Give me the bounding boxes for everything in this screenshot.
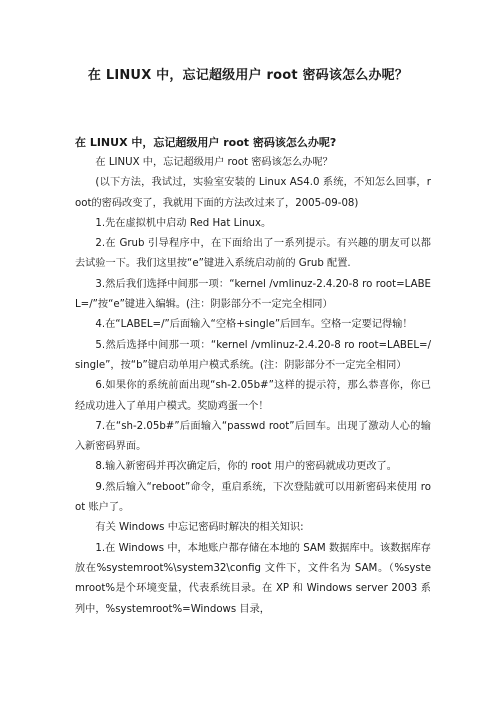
paragraph-author-note: (以下方法，我试过，实验室安装的 Linux AS4.0 系统，不知怎么回事，root的密码改变了，我就用下面的方法改过来了，2005-09-08) bbox=[75, 177, 431, 209]
paragraph-step-1: 1.先在虚拟机中启动 Red Hat Linux。 bbox=[95, 217, 272, 229]
paragraph-step-8: 8.输入新密码并再次确定后，你的 root 用户的密码就成功更改了。 bbox=[95, 461, 397, 473]
paragraph-step-6: 6.如果你的系统前面出现“sh-2.05b#”这样的提示符，那么恭喜你，你已经成功进入了单用户模式。奖励鸡蛋一个！ bbox=[75, 380, 431, 412]
paragraph-step-2: 2.在 Grub 引导程序中，在下面给出了一系列提示。有兴趣的朋友可以都去试验一下。我们这里按“e”键进入系统启动前的 Grub 配置. bbox=[75, 238, 431, 270]
document-body bbox=[75, 133, 431, 620]
section-heading: 在 LINUX 中，忘记超级用户 root 密码该怎么办呢? bbox=[75, 136, 337, 149]
paragraph-step-3: 3.然后我们选择中间那一项：“kernel /vmlinuz-2.4.20-8 ro root=LABEL=/”按“e”键进入编辑。(注：阴影部分不一定完全相同） bbox=[75, 278, 431, 311]
paragraph-step-7: 7.在“sh-2.05b#”后面输入“passwd root”后回车。出现了激动人心的输入新密码界面。 bbox=[75, 420, 431, 453]
paragraph-step-5: 5.然后选择中间那一项：“kernel /vmlinuz-2.4.20-8 ro root=LABEL=/ single”，按“b”键启动单用户模式系统。(注：阴影部分不一定完全相同） bbox=[75, 339, 431, 371]
paragraph-step-4: 4.在“LABEL=/”后面输入“空格+single”后回车。空格一定要记得输！ bbox=[95, 319, 413, 331]
paragraph-step-9: 9.然后输入“reboot”命令，重启系统，下次登陆就可以用新密码来使用 root 账户了。 bbox=[75, 481, 431, 514]
paragraph-windows-1: 1.在 Windows 中，本地账户都存储在本地的 SAM 数据库中。该数据库存放在%systemroot%\system32\config 文件下，文件名为 SAM。（%systemroot%是个环境变量，代表系统目录。在 XP 和 Windows server 2003 系列中，%systemroot%=Windows 目录， bbox=[75, 542, 431, 615]
paragraph-intro-question: 在 LINUX 中，忘记超级用户 root 密码该怎么办呢？ bbox=[95, 157, 333, 168]
document-title: 在 LINUX 中，忘记超级用户 root 密码该怎么办呢？ bbox=[87, 68, 409, 83]
paragraph-windows-heading: 有关 Windows 中忘记密码时解决的相关知识: bbox=[95, 522, 304, 534]
